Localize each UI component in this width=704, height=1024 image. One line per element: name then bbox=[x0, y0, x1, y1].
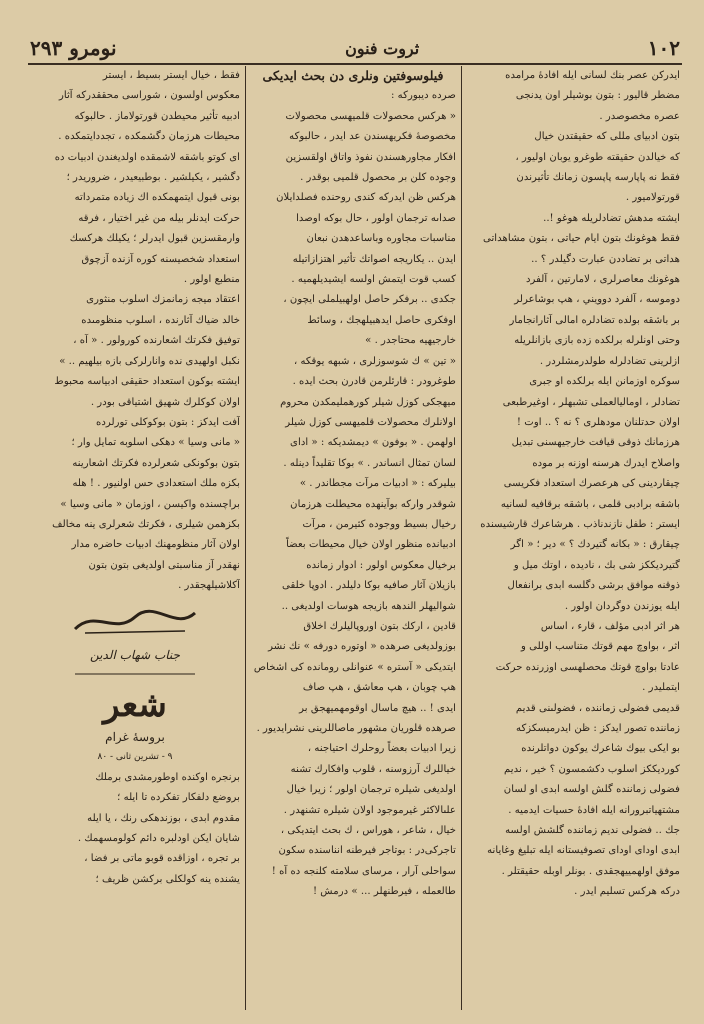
column-divider-left bbox=[245, 66, 246, 1010]
text-line: اوفكرى حاصل ايدهبيلهجك ، وسائط bbox=[307, 314, 456, 326]
text-line: بكزه ملك استعدادى حس اولنيور . ! هله bbox=[72, 478, 240, 490]
text-line: دگشير ، يكيلشير . بوطبيعيدر ، ضروريدر ؛ bbox=[66, 172, 240, 184]
text-line: بكزهمن شيلرى ، فكرتك شعرلرى ينه مخالف bbox=[52, 518, 240, 530]
text-line: اى كوتو باشقه لاشمقده اولديغندن ادبيات ده bbox=[54, 151, 240, 163]
text-line: فضولى زماننده گلش اولسه ابدى او لسان bbox=[503, 784, 680, 796]
ornament-divider-icon bbox=[75, 669, 195, 679]
text-line: سوكره اوزمانن ايله برلكده او جبرى bbox=[529, 376, 680, 388]
left-column-body bbox=[30, 66, 240, 597]
text-line: افكار مجاورهسندن نفوذ واتاق اولقسزين bbox=[285, 151, 456, 163]
text-line: چيقارق : « بكانه گتيردك ؟ » دير ؛ « اگر bbox=[510, 539, 680, 551]
text-line: صداىه ترجمان اولور ، حال بوكه اوصدا bbox=[296, 212, 456, 224]
text-line: بازيلان آثار صافيه بوكا دليلدر . ادوپا خلقى bbox=[282, 580, 456, 592]
text-line: تاجركى‌در : بوتاجر فيرطنه انناسنده سكون bbox=[278, 845, 456, 857]
text-line: شوقدر واركه بوآينهده محيطلت هرزمان bbox=[290, 498, 456, 510]
text-line: خيال ، شاعر ، هوراس ، ك بحث ايتديكى ، bbox=[280, 825, 456, 837]
issue-number: نومرو ٢٩٣ bbox=[30, 36, 117, 60]
text-line: ايشته مدهش تضادلريله هوغو !.. bbox=[543, 212, 680, 224]
text-line: وارمقسزين قبول ايدرلر ؛ يكيلك هركسك bbox=[69, 233, 240, 245]
text-line: صرهده قلوريان مشهور ماصاللرينى نشرايديور . bbox=[256, 723, 456, 734]
text-line: ذوقنه موافق برشى دگلسه ابدى برانفعال bbox=[507, 580, 680, 592]
text-line: كورديككز اسلوب دكشمسون ؟ خير ، نديم bbox=[504, 763, 680, 775]
text-line: هداتى بر تضاددن عبارت دگيلدر ؟ .. bbox=[531, 253, 680, 265]
text-line: شايان ايكن اودلبره دائم كولومسهمك . bbox=[77, 833, 240, 844]
text-line: بر باشقه بولده تضادلره امالى آثارانجامار bbox=[509, 314, 680, 326]
text-line: تضادلر ، اوماليالعملى تشبهلر ، اوغيرطبعى bbox=[502, 396, 680, 408]
text-line: بر تجره ، اوزاقده قوبو ماتى بر فضا ، bbox=[84, 853, 240, 865]
text-line: عصره مخصوصدر . bbox=[599, 110, 680, 122]
text-line: مضطر قاليور : بتون بوشيلر اون يدنجى bbox=[515, 90, 680, 102]
text-line: كسب قوت ايتمش اولسه ايشيديلهميه . bbox=[291, 274, 456, 286]
text-line: ايدن .. يكاريجه اصواتك تأثير اهتزازاتيله bbox=[292, 253, 456, 265]
poem-date: ٩ - تشرين ثانى - ٨٠ bbox=[97, 752, 173, 763]
text-line: ايشته بوكون استعداد حقيقى ادبياسه محبوط bbox=[54, 376, 240, 388]
signature-icon bbox=[65, 601, 205, 641]
text-line: گتيرديككز شى بك ، ناديده ، اوتك ميل و bbox=[513, 559, 680, 571]
text-line: دركه هركس تسليم ايدر . bbox=[574, 886, 680, 898]
text-line: هركس ظن ايدركه كندى روحنده فصلدايلان bbox=[276, 192, 456, 204]
text-line: خياللرك آرزوسنه ، قلوب وافكارك تشنه bbox=[290, 763, 456, 775]
text-line: هر اثر ادبى مؤلف ، قارء ، اساس bbox=[540, 620, 680, 632]
text-line: مشتهياتبرورانه ايله افادهٔ حسيات ايدميه . bbox=[508, 804, 680, 816]
page-number: ١٠٢ bbox=[647, 36, 680, 60]
text-line: چيقاردينى كى هرعصرك استعداد فكريسى bbox=[503, 478, 680, 490]
text-line: برخيال معكوس اولور : ادوار زمانده bbox=[306, 559, 456, 571]
text-line: منطبع اولور . bbox=[183, 274, 240, 286]
text-line: بوزولديغى صرهده « اوتوره دورفه » نك نشر bbox=[268, 641, 456, 653]
text-line: نهقدر آز مناسبتى اولديغى بتون بتون bbox=[88, 559, 240, 571]
text-line: ايله يوزندن دوگردان اولور . bbox=[564, 600, 680, 612]
text-line: واصلاح ايدرك هرسنه اوزنه بر موده bbox=[532, 457, 680, 469]
text-line: « هركس محصولات قلميهسى محصولات bbox=[285, 110, 456, 122]
text-line: مخصوصهٔ فكريهسندن عد ايدر ، حالبوكه bbox=[289, 131, 456, 143]
text-line: خارجيهيه محتاجدر . » bbox=[365, 335, 456, 347]
text-line: يشنده ينه كولكلى بركشن ظريف ؛ bbox=[95, 873, 240, 885]
text-line: باشقه برادبى قلمى ، باشقه برقافيه لسانيه bbox=[500, 498, 680, 510]
text-line: ايستر : طفل نازندناذب . هرشاعرك قارشيسنده bbox=[480, 518, 680, 530]
right-column bbox=[466, 66, 680, 1006]
text-line: قادين ، اركك بتون اوروپاليلرك اخلاق bbox=[303, 620, 456, 632]
text-line: جكدى .. برفكر حاصل اولهبيلملى ايچون ، bbox=[283, 294, 456, 306]
text-line: اعتقاد ميجه زمانمزك اسلوب منثورى bbox=[86, 294, 240, 306]
text-line: وجوده كلن بر محصول قلميى بوقدر . bbox=[300, 172, 456, 184]
column-divider-right bbox=[461, 66, 462, 1010]
signature-text: جناب شهاب الدين bbox=[90, 647, 180, 662]
text-line: استعداد شخصيسنه كوره آزنده آزچوق bbox=[81, 253, 240, 265]
text-line: حركت ايدنلر بيله من غير اختيار ، فرقه bbox=[78, 212, 240, 224]
text-line: بتون ادبياى مللى كه حقيقتدن خيال bbox=[534, 131, 680, 143]
text-line: نكبل اولهيدى نده وانارلركى بازه بيلهيم .. » bbox=[59, 355, 240, 367]
text-line: ايتديكى « آستره » عنوانلى رومانده كى اشخاص bbox=[253, 661, 456, 673]
text-line: اولانلرك محصولات قلميهسى كوزل شيلر bbox=[285, 416, 456, 428]
text-line: لسان تمثال انساندر . » بوكا تقليداً دينله . bbox=[283, 457, 456, 469]
text-line: بونى قبول ايتمهمكده اك زياده متمرداته bbox=[74, 192, 240, 204]
text-line: « تين » ك شوسوزلرى ، شبهه يوقكه ، bbox=[293, 355, 456, 367]
text-line: صرده ديبوركه : bbox=[391, 90, 456, 102]
middle-column bbox=[250, 66, 456, 1006]
text-line: طالعمله ، فيرطنهلر ... » درمش ! bbox=[312, 886, 456, 898]
text-line: جك .. فضولى نديم زماننده گلشش اولسه bbox=[505, 825, 680, 837]
text-line: فقط هوغونك بتون ايام حياتى ، بتون مشاهداتى bbox=[482, 233, 680, 245]
text-line: ايتمليدر . bbox=[642, 682, 680, 694]
magazine-title: ثروت فنون bbox=[345, 38, 420, 58]
text-line: « مانى وسيا » دهكى اسلوبه تمايل وار ؛ bbox=[71, 437, 240, 449]
text-line: زماننده تصور ايدكز : ظن ايدرميسكزكه bbox=[515, 723, 680, 734]
text-line: فقط نه پاپارسه پاپسون زمانك تأثيرندن bbox=[516, 172, 680, 184]
text-line: ادبيه تأثير محيطدن قورتولاماز . حالبوكه bbox=[74, 110, 240, 122]
text-line: هوغونك معاصرلرى ، لامارتين ، آلفرد bbox=[525, 274, 680, 286]
text-line: اولان كوكلرك شهيق اشتياقى بودر . bbox=[90, 396, 240, 408]
page-header bbox=[30, 34, 680, 62]
article-title: فيلوسوفتين ونلرى دن بحث ايديكى bbox=[262, 68, 444, 83]
text-line: كه خيالدن حقيقته طوغرو يوبان اوليور ، bbox=[515, 151, 680, 163]
text-line: ازلرينى تضادلرله طولدرمشلردر . bbox=[539, 355, 680, 367]
text-line: محيطات هرزمان دگشمكده ، تجددايتمكده . bbox=[58, 131, 240, 143]
text-line: خالد ضياك آثارنده ، اسلوب منظومىده bbox=[81, 314, 240, 326]
text-line: اولهمن . « بوفون » ديمشديكه : « اداى bbox=[290, 437, 456, 449]
text-line: زيرا ادبيات بعضاً روحلرك احتياجنه ، bbox=[307, 743, 456, 755]
text-line: آكلاشيلهجقدر . bbox=[178, 580, 240, 592]
text-line: ايدى ! .. هيچ ماسال اوقومهميهجق بر bbox=[299, 702, 456, 714]
text-line: ايدركن عصر بنك لسانى ايله افادهٔ مرامده bbox=[505, 70, 680, 81]
text-line: بو ايكى بيوك شاعرك يوكون دواتلرنده bbox=[521, 743, 680, 755]
text-line: شواليهلر الندهه بازيجه هوسات اولديغى .. bbox=[281, 600, 456, 612]
text-line: وحتى اونلرله برلكده زده بازى بازانلريله bbox=[514, 335, 680, 347]
text-line: اولان حدتلنان مودهلرى ؟ نه ؟ .. اوت ! bbox=[516, 416, 680, 428]
text-line: ادبيانده منظور اولان خيال محيطات بعضاً bbox=[286, 539, 456, 551]
text-line: ميهجكى كوزل شيلر كورهمليمكدن محروم bbox=[280, 396, 456, 408]
text-line: توفيق فكرتك اشعارنده كورولور . « آه ، bbox=[73, 335, 240, 347]
text-line: قورتولاميور . bbox=[625, 192, 680, 204]
middle-column-body bbox=[250, 86, 456, 902]
text-line: سواحلى آرار ، مرساى سلامته كلنجه ده آه ! bbox=[271, 865, 456, 877]
text-line: مقدوم ابدى ، بوزندهكى رنك ، يا ايله bbox=[87, 812, 240, 824]
text-line: آفت ايدكز : بتون بوكوكلى تورلرده bbox=[95, 416, 240, 428]
poem-body bbox=[30, 768, 240, 890]
text-line: بيليركه : « ادبيات مرآت مجطاندر . » bbox=[299, 478, 456, 490]
text-line: دوموسه ، آلفرد دوويني ، هپ بوشاعرلر bbox=[514, 294, 680, 306]
text-line: بروضع دلفكار تفكرده تا ايله ؛ bbox=[117, 792, 240, 804]
text-line: عادتا بواوچ قوتك محصلهسى اوزرنده حركت bbox=[495, 661, 680, 673]
header-rule bbox=[28, 63, 682, 65]
text-line: هپ چوبان ، هپ معاشق ، هپ صاف bbox=[302, 682, 456, 694]
text-line: مناسبات مجاوره وباساعدهدن نبعان bbox=[306, 233, 456, 245]
text-line: موفق اولهمييهجقدى . بونلر اوبله حقيقتلر . bbox=[501, 865, 680, 877]
poem-heading: شعر bbox=[103, 684, 167, 725]
text-line: براچسنده واكيسن ، اوزمان « مانى وسيا » bbox=[60, 498, 240, 510]
text-line: هرزمانك ذوقى قيافت خارجيهسنى تبديل bbox=[511, 437, 680, 449]
text-line: معكوس اولسون ، شوراسى محققدركه آثار bbox=[58, 90, 240, 102]
text-line: طوغرودر : قارئلرمن قادرن بحث ايده . bbox=[292, 376, 456, 388]
poem-subheading: بروسهٔ غرام bbox=[105, 729, 165, 744]
text-line: قديمى فضولى زماننده ، فضولىنى قديم bbox=[515, 702, 680, 714]
text-line: اولان آثار منظومهنك ادبيات حاضره مدار bbox=[71, 539, 240, 551]
text-line: فقط ، خيال ايستر بسيط ، ايستر bbox=[102, 70, 240, 81]
text-line: اولديغى شيلره ترجمان اولور ؛ زيرا خيال bbox=[286, 784, 456, 796]
text-line: برنجره اوكنده اوطورمشدى برملك bbox=[95, 771, 240, 783]
text-line: رخيال بسيط ووجوده كثيرمن ، مرآت bbox=[302, 518, 456, 530]
text-line: اثر ، بواوچ مهم قوتك متناسب اوللى و bbox=[520, 641, 680, 653]
text-line: علىالاكثر غيرموجود اولان شيلره تشنهدر . bbox=[283, 804, 456, 816]
text-line: بتون بوكونكى شعرلرده فكرتك اشعارينه bbox=[72, 457, 240, 469]
left-column bbox=[30, 66, 240, 1006]
text-line: ابدى اوداى اوداى تصوفيستانه ايله تبليغ وغايانه bbox=[487, 845, 680, 857]
